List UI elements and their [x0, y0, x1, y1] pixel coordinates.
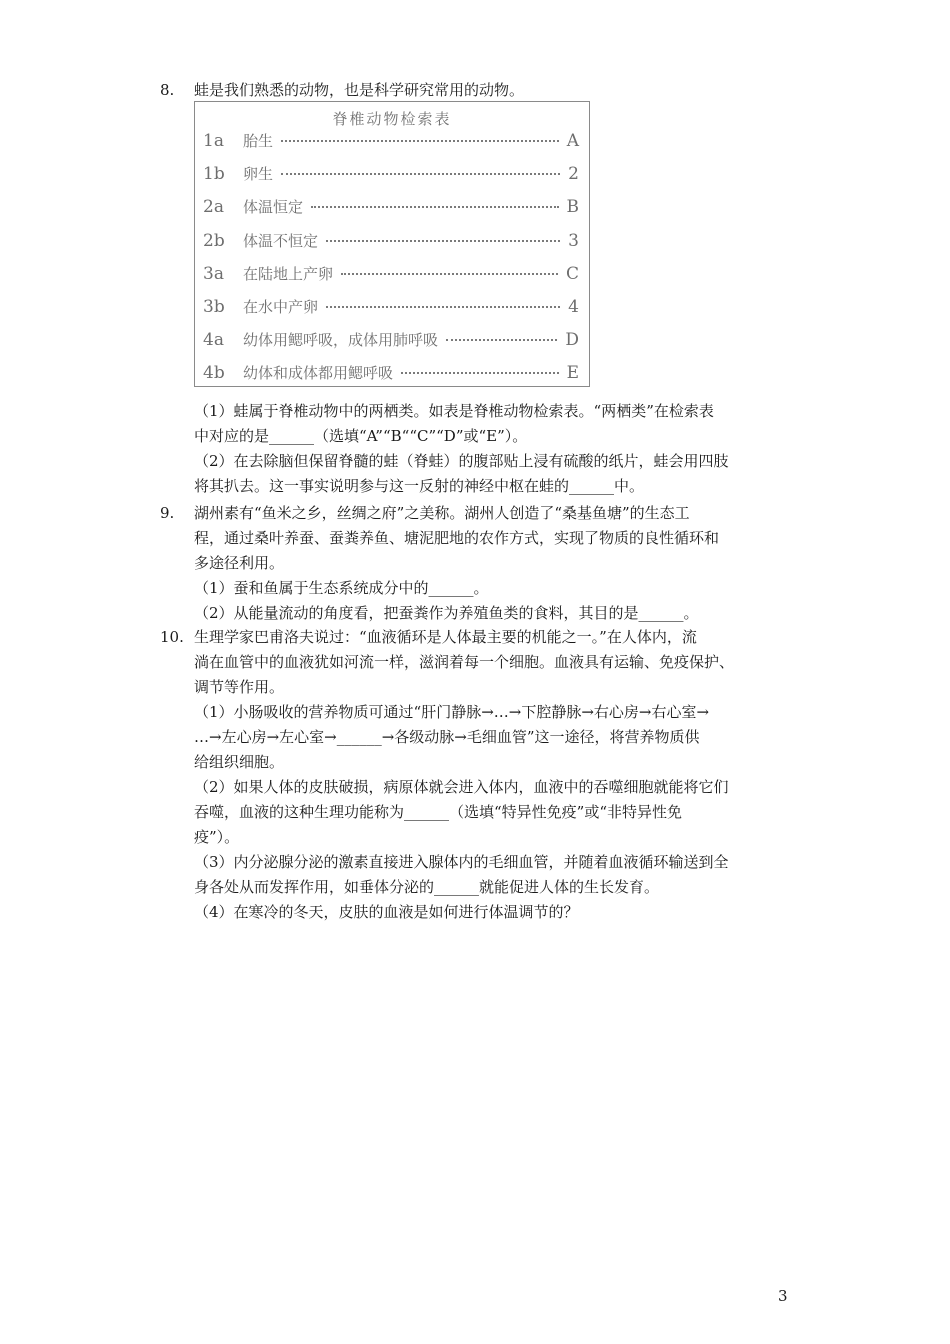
subquestion-3-line-1: （3）内分泌腺分泌的激素直接进入腺体内的毛细血管，并随着血液循环输送到全 — [194, 853, 729, 871]
subquestion-2: （2）从能量流动的角度看，把蚕粪作为养殖鱼类的食料，其目的是______。 — [194, 604, 699, 622]
row-code: 3a — [203, 263, 224, 284]
leader-dots — [326, 306, 560, 308]
row-code: 4b — [203, 363, 225, 384]
question-stem: 蛙是我们熟悉的动物，也是科学研究常用的动物。 — [194, 81, 525, 99]
row-text: 在水中产卵 — [243, 298, 319, 316]
table-row — [203, 195, 581, 219]
row-text: 卵生 — [243, 165, 274, 184]
table-row — [203, 361, 581, 385]
subquestion-3-line-2: 身各处从而发挥作用，如垂体分泌的______就能促进人体的生长发育。 — [194, 878, 660, 896]
subquestion-2-line-1: （2）如果人体的皮肤破损，病原体就会进入体内，血液中的吞噬细胞就能将它们 — [194, 778, 729, 796]
row-code: 2a — [203, 197, 224, 218]
leader-dots — [326, 240, 560, 242]
row-text: 在陆地上产卵 — [243, 264, 334, 283]
row-result: 3 — [568, 230, 579, 251]
question-10 — [160, 625, 800, 925]
row-code: 2b — [203, 230, 225, 251]
question-8-subparts — [160, 399, 800, 499]
question-number: 9. — [160, 504, 175, 522]
row-text: 体温恒定 — [243, 198, 304, 217]
question-8 — [160, 78, 800, 103]
page-number: 3 — [778, 1287, 788, 1305]
question-stem-line-2: 程，通过桑叶养蚕、蚕粪养鱼、塘泥肥地的农作方式，实现了物质的良性循环和 — [194, 529, 720, 547]
row-code: 4a — [203, 330, 224, 351]
row-result: E — [566, 363, 579, 384]
question-stem-line-1: 湖州素有“鱼米之乡，丝绸之府”之美称。湖州人创造了“桑基鱼塘”的生态工 — [194, 504, 690, 522]
vertebrate-key-table — [194, 101, 590, 387]
subquestion-2-line-2: 吞噬，血液的这种生理功能称为______（选填“特异性免疫”或“非特异性免 — [194, 803, 683, 821]
row-result: 2 — [568, 164, 579, 185]
leader-dots — [281, 173, 560, 175]
table-row — [203, 162, 581, 186]
table-row — [203, 229, 581, 253]
row-result: B — [566, 197, 579, 218]
row-result: 4 — [568, 297, 579, 317]
question-9 — [160, 501, 800, 626]
question-stem-line-3: 调节等作用。 — [194, 678, 285, 696]
row-text: 体温不恒定 — [243, 231, 319, 250]
row-result: D — [565, 330, 579, 351]
subquestion-1-line-3: 给组织细胞。 — [194, 753, 285, 771]
table-row — [203, 129, 581, 153]
leader-dots — [446, 339, 557, 341]
subquestion-1-line-1: （1）蛙属于脊椎动物中的两栖类。如表是脊椎动物检索表。“两栖类”在检索表 — [194, 402, 714, 420]
row-code: 1a — [203, 131, 224, 151]
leader-dots — [341, 273, 558, 275]
subquestion-1-line-1: （1）小肠吸收的营养物质可通过“肝门静脉→…→下腔静脉→右心房→右心室→ — [194, 703, 710, 721]
leader-dots — [281, 140, 559, 142]
row-result: C — [565, 263, 579, 284]
question-number: 10. — [160, 628, 184, 646]
row-text: 幼体和成体都用鳃呼吸 — [243, 364, 394, 383]
subquestion-4: （4）在寒冷的冬天，皮肤的血液是如何进行体温调节的？ — [194, 903, 579, 921]
question-number: 8. — [160, 81, 175, 99]
table-row — [203, 262, 581, 286]
subquestion-2-line-3: 疫”）。 — [194, 828, 240, 846]
row-code: 1b — [203, 164, 225, 185]
question-stem-line-1: 生理学家巴甫洛夫说过：“血液循环是人体最主要的机能之一。”在人体内，流 — [194, 628, 697, 646]
row-code: 3b — [203, 297, 225, 317]
question-stem-line-2: 淌在血管中的血液犹如河流一样，滋润着每一个细胞。血液具有运输、免疫保护、 — [194, 653, 735, 671]
subquestion-2-line-1: （2）在去除脑但保留脊髓的蛙（脊蛙）的腹部贴上浸有硫酸的纸片，蛙会用四肢 — [194, 452, 729, 470]
subquestion-1-line-2: …→左心房→左心室→______→各级动脉→毛细血管”这一途径，将营养物质供 — [194, 728, 700, 746]
subquestion-1-line-2: 中对应的是______（选填“A”“B““C”“D”或“E”）。 — [194, 427, 528, 445]
leader-dots — [311, 206, 559, 208]
row-result: A — [566, 131, 579, 151]
subquestion-1: （1）蚕和鱼属于生态系统成分中的______。 — [194, 579, 489, 597]
table-row — [203, 295, 581, 319]
table-row — [203, 328, 581, 352]
table-title: 脊椎动物检索表 — [332, 110, 452, 128]
row-text: 幼体用鳃呼吸，成体用肺呼吸 — [243, 331, 439, 350]
row-text: 胎生 — [243, 132, 274, 150]
subquestion-2-line-2: 将其扒去。这一事实说明参与这一反射的神经中枢在蛙的______中。 — [194, 477, 645, 495]
leader-dots — [401, 372, 559, 374]
question-stem-line-3: 多途径利用。 — [194, 554, 285, 572]
